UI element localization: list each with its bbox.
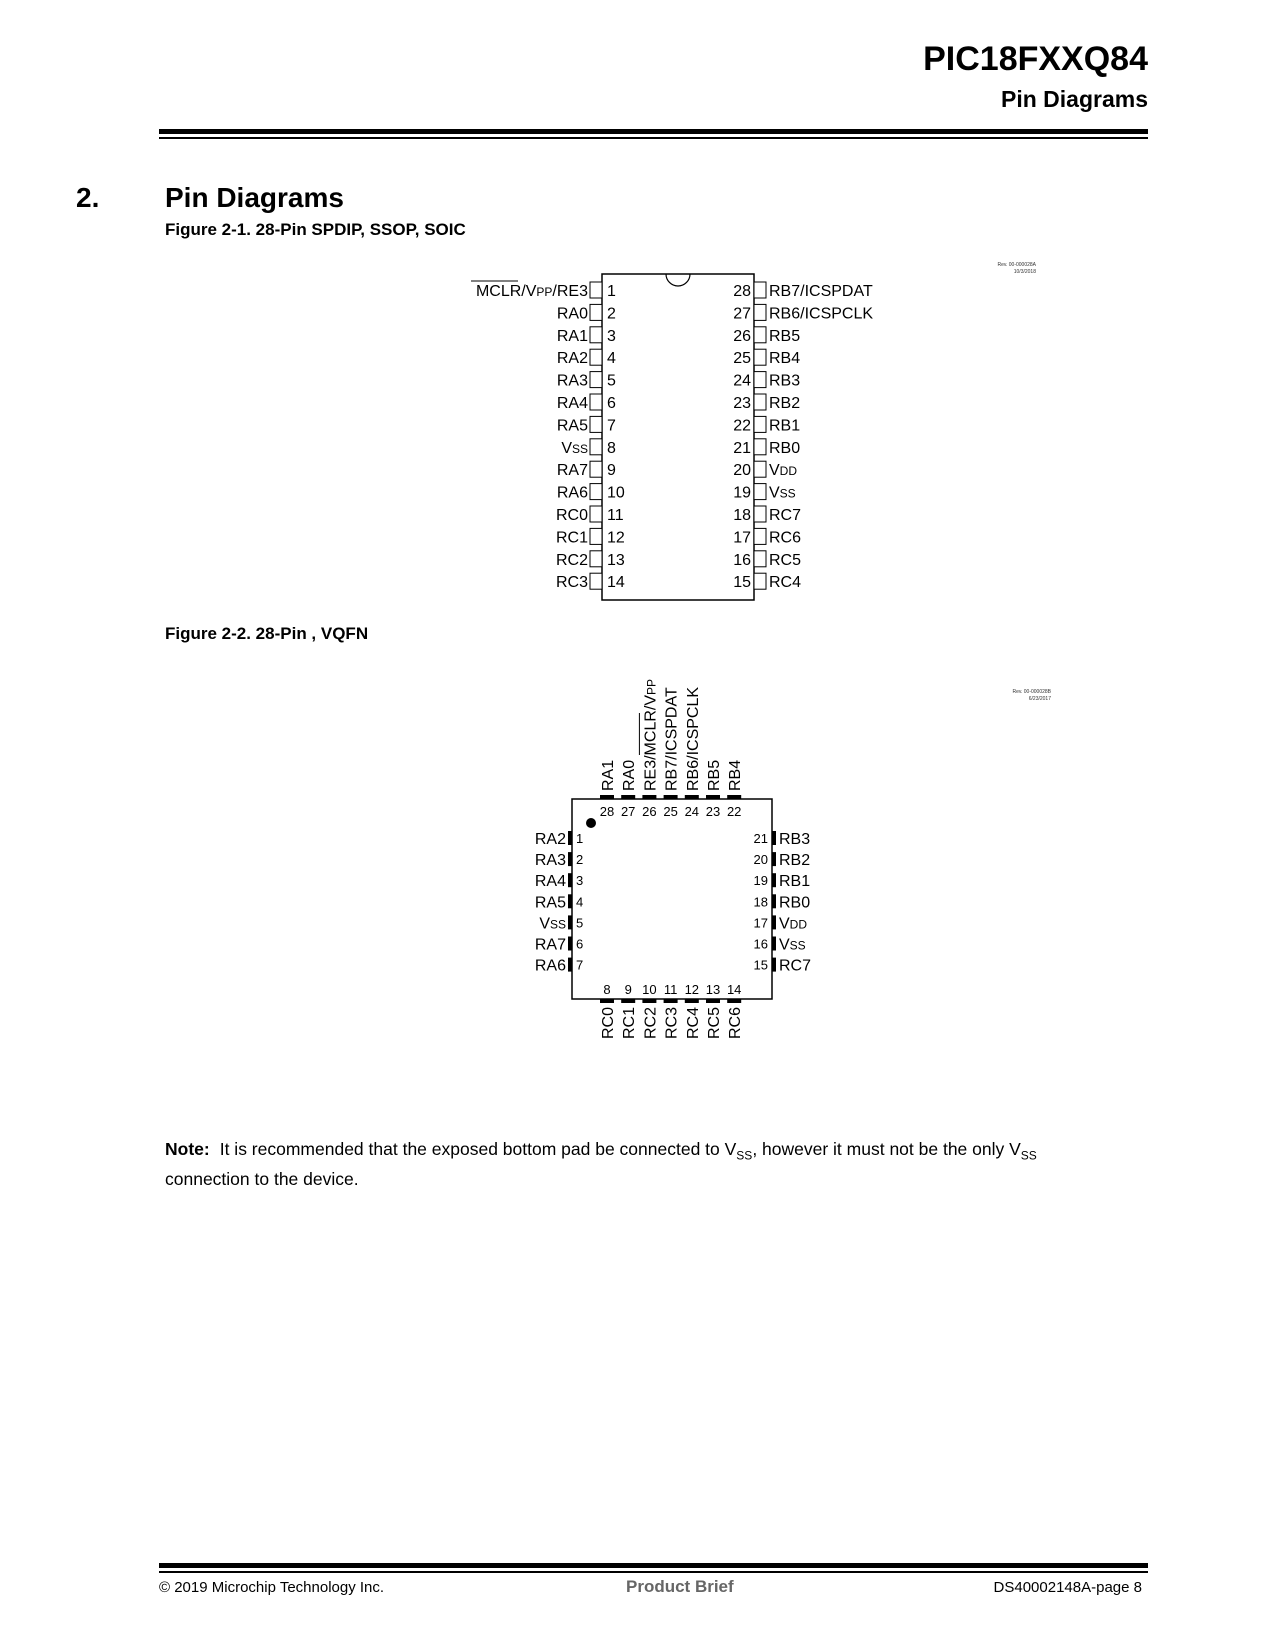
vqfn-pin-bottom bbox=[642, 999, 656, 1003]
dip-pin-label: RA7 bbox=[556, 462, 588, 480]
vqfn-body bbox=[572, 799, 772, 999]
dip-pin-number: 3 bbox=[607, 327, 616, 345]
dip-pin-number: 26 bbox=[733, 327, 751, 345]
dip-pin-number: 21 bbox=[733, 439, 751, 457]
dip-pin-label: RB7/ICSPDAT bbox=[769, 283, 873, 300]
dip-pin-label: RB6/ICSPCLK bbox=[769, 305, 874, 323]
note-text-1: It is recommended that the exposed bottom pad be connected to V bbox=[219, 1139, 737, 1159]
dip-pin-label: RB5 bbox=[769, 327, 801, 345]
vqfn-pin-bottom bbox=[600, 999, 614, 1003]
dip-pin-label: RC5 bbox=[769, 551, 802, 569]
vqfn-pin-label: RB3 bbox=[779, 831, 811, 848]
vqfn-pin-number: 8 bbox=[603, 982, 611, 997]
dip-pin-number: 2 bbox=[607, 305, 616, 323]
dip-pin-number: 5 bbox=[607, 372, 616, 390]
dip-pin-number: 4 bbox=[607, 350, 616, 368]
vqfn-pin-top bbox=[727, 795, 741, 799]
dip-pin-right bbox=[754, 394, 766, 410]
dip-pin-left bbox=[590, 327, 602, 343]
dip-pin-right bbox=[754, 573, 766, 589]
vqfn-pin-number: 2 bbox=[576, 852, 584, 868]
footer-rule-thick bbox=[159, 1563, 1148, 1568]
dip-pin-left bbox=[590, 416, 602, 432]
vqfn-pin-right bbox=[772, 958, 776, 972]
vqfn-pin-number: 5 bbox=[576, 915, 584, 931]
dip-pin-number: 25 bbox=[733, 350, 751, 368]
vqfn-pin-label: RA7 bbox=[534, 936, 566, 954]
vqfn-pin-label: RC7 bbox=[779, 957, 812, 975]
vqfn-pin-left bbox=[568, 958, 572, 972]
vqfn-pin-label: RC6 bbox=[727, 1007, 745, 1040]
vqfn-pin-number: 15 bbox=[753, 957, 768, 973]
dip-pin-label: RB0 bbox=[769, 439, 801, 457]
revision-date: 6/23/2017 bbox=[1028, 695, 1051, 702]
vqfn-pin-number: 14 bbox=[726, 982, 742, 997]
dip-pin-label: RC6 bbox=[769, 529, 802, 547]
dip-pin-label: RA5 bbox=[556, 417, 588, 435]
dip-pin-number: 1 bbox=[607, 283, 616, 300]
note-text-3: connection to the device. bbox=[165, 1168, 359, 1189]
vqfn-pin-label: RB6/ICSPCLK bbox=[684, 686, 702, 791]
vqfn-pin-number: 16 bbox=[753, 936, 768, 952]
dip-pin-left bbox=[590, 484, 602, 500]
dip-pin-right bbox=[754, 304, 766, 320]
vqfn-pin-bottom bbox=[706, 999, 720, 1003]
vqfn-pin-label: RC0 bbox=[600, 1007, 617, 1040]
dip-pin-left bbox=[590, 528, 602, 544]
dip-pin-right bbox=[754, 327, 766, 343]
dip-pin-number: 14 bbox=[607, 574, 625, 592]
vqfn-pin-number: 22 bbox=[726, 804, 742, 819]
dip-pin-label: RC3 bbox=[555, 574, 588, 592]
dip-pin-right bbox=[754, 282, 766, 298]
dip-pin-number: 16 bbox=[733, 551, 751, 569]
vqfn-pin-number: 4 bbox=[576, 894, 584, 910]
vqfn-pin-label: RA2 bbox=[534, 831, 566, 848]
revision-id: Rev. 00-000028B bbox=[1012, 689, 1051, 695]
dip-pin-label: RA2 bbox=[556, 350, 588, 368]
dip-pin-label: RA3 bbox=[556, 372, 588, 390]
figure-2-2-caption: Figure 2-2. 28-Pin , VQFN bbox=[165, 624, 369, 643]
vqfn-pin-number: 27 bbox=[620, 804, 636, 819]
dip-pin-number: 24 bbox=[733, 372, 751, 390]
vqfn-pin-left bbox=[568, 894, 572, 908]
vqfn-pin-number: 13 bbox=[705, 982, 721, 997]
dip-pin-label: RB1 bbox=[769, 417, 801, 435]
dip-pin-number: 17 bbox=[733, 529, 751, 547]
vqfn-pin-number: 21 bbox=[753, 831, 768, 846]
dip-pin-number: 18 bbox=[733, 507, 751, 524]
vqfn-pin-number: 3 bbox=[576, 873, 584, 889]
dip-pin-number: 19 bbox=[733, 484, 751, 502]
section-title: Pin Diagrams bbox=[165, 182, 344, 213]
vqfn-pin-number: 26 bbox=[642, 804, 657, 819]
dip-pin-left bbox=[590, 372, 602, 388]
section-number: 2. bbox=[76, 182, 100, 213]
vqfn-pin-label: RE3/MCLR/VPP bbox=[642, 678, 660, 791]
vqfn-pin-label: RC5 bbox=[706, 1007, 723, 1040]
document-title: PIC18FXXQ84 bbox=[923, 40, 1148, 78]
vqfn-pin-number: 23 bbox=[705, 804, 721, 819]
dip-pin-number: 6 bbox=[607, 395, 616, 412]
vqfn-package-diagram bbox=[535, 679, 811, 1039]
dip-pin-number: 9 bbox=[607, 462, 616, 480]
vqfn-pin-label: RC1 bbox=[621, 1007, 639, 1040]
dip-pin-left bbox=[590, 439, 602, 455]
dip-pin-number: 20 bbox=[733, 462, 751, 480]
vqfn-pin-label: RA1 bbox=[600, 759, 617, 791]
vqfn-pin-left bbox=[568, 915, 572, 929]
note-text-2: , however it must not be the only V bbox=[752, 1139, 1021, 1159]
dip-pin-number: 27 bbox=[733, 305, 751, 323]
dip-pin-right bbox=[754, 416, 766, 432]
vqfn-pin-label: VDD bbox=[779, 915, 808, 933]
dip-pin-right bbox=[754, 506, 766, 522]
dip-pin-label: RC7 bbox=[769, 507, 802, 524]
dip-pin-right bbox=[754, 551, 766, 567]
vqfn-pin-bottom bbox=[664, 999, 678, 1003]
dip-pin-number: 28 bbox=[733, 283, 751, 300]
dip-pin-right bbox=[754, 439, 766, 455]
vqfn-pin-number: 12 bbox=[684, 982, 700, 997]
vqfn-pin-right bbox=[772, 831, 776, 845]
vqfn-pin-number: 28 bbox=[599, 804, 615, 819]
document-subtitle: Pin Diagrams bbox=[1001, 86, 1148, 112]
vqfn-pin-label: RA6 bbox=[534, 957, 566, 975]
vqfn-pin-label: VSS bbox=[539, 915, 566, 933]
vqfn-pin-number: 11 bbox=[663, 982, 678, 997]
dip-pin-label: RA4 bbox=[556, 395, 588, 412]
dip-pin-number: 10 bbox=[607, 484, 625, 502]
dip-pin-left bbox=[590, 573, 602, 589]
dip-pin-number: 8 bbox=[607, 439, 616, 457]
vqfn-pin-label: RB4 bbox=[727, 759, 745, 791]
note-sub-2: SS bbox=[1020, 1148, 1037, 1163]
dip-pin-label: VSS bbox=[769, 484, 796, 502]
vqfn-pin-left bbox=[568, 852, 572, 866]
dip-pin-label: RB4 bbox=[769, 350, 801, 368]
dip-pin-number: 7 bbox=[607, 417, 616, 435]
dip-pin-label: RB3 bbox=[769, 372, 801, 390]
dip-pin-number: 11 bbox=[607, 507, 624, 524]
vqfn-pin-label: RC3 bbox=[663, 1007, 681, 1040]
vqfn-pin-number: 19 bbox=[753, 873, 768, 889]
dip-pin-label: MCLR/VPP/RE3 bbox=[475, 283, 588, 300]
dip-pin-label: RC4 bbox=[769, 574, 802, 592]
vqfn-pin-bottom bbox=[685, 999, 699, 1003]
pin1-indicator bbox=[586, 818, 596, 828]
vqfn-pin-top bbox=[664, 795, 678, 799]
vqfn-pin-number: 18 bbox=[753, 894, 768, 910]
vqfn-pin-label: RA5 bbox=[534, 894, 566, 912]
dip-pin-label: VDD bbox=[769, 462, 798, 480]
vqfn-pin-label: RB2 bbox=[779, 852, 811, 870]
dip-pin-label: RB2 bbox=[769, 395, 801, 412]
dip-pin-right bbox=[754, 484, 766, 500]
vqfn-pin-top bbox=[685, 795, 699, 799]
dip-pin-right bbox=[754, 461, 766, 477]
vqfn-pin-number: 9 bbox=[624, 982, 632, 997]
vqfn-pin-label: RA4 bbox=[534, 873, 566, 891]
vqfn-pin-bottom bbox=[621, 999, 635, 1003]
note-sub-1: SS bbox=[736, 1148, 753, 1163]
vqfn-pin-number: 24 bbox=[684, 804, 700, 819]
vqfn-pin-label: RA0 bbox=[621, 759, 639, 791]
dip-pin-number: 22 bbox=[733, 417, 751, 435]
dip-pin-label: VSS bbox=[561, 439, 588, 457]
footer-page-number: DS40002148A-page 8 bbox=[993, 1579, 1142, 1596]
dip-pin-left bbox=[590, 394, 602, 410]
dip-pin-right bbox=[754, 349, 766, 365]
vqfn-pin-label: VSS bbox=[779, 936, 806, 954]
dip-pin-right bbox=[754, 528, 766, 544]
dip-pin-left bbox=[590, 304, 602, 320]
dip-package-diagram bbox=[471, 274, 873, 600]
dip-pin-left bbox=[590, 506, 602, 522]
dip-pin-number: 13 bbox=[607, 551, 625, 569]
dip-pin-left bbox=[590, 461, 602, 477]
vqfn-pin-left bbox=[568, 937, 572, 951]
vqfn-pin-label: RA3 bbox=[534, 852, 566, 870]
revision-id: Rev. 00-000028A bbox=[997, 262, 1036, 268]
vqfn-pin-number: 25 bbox=[663, 804, 678, 819]
vqfn-pin-label: RB0 bbox=[779, 894, 811, 912]
dip-pin-label: RA6 bbox=[556, 484, 588, 502]
dip-pin-right bbox=[754, 372, 766, 388]
dip-pin-left bbox=[590, 349, 602, 365]
vqfn-pin-right bbox=[772, 937, 776, 951]
vqfn-pin-top bbox=[600, 795, 614, 799]
vqfn-pin-number: 17 bbox=[753, 915, 768, 931]
vqfn-pin-top bbox=[621, 795, 635, 799]
vqfn-pin-right bbox=[772, 894, 776, 908]
vqfn-pin-label: RB7/ICSPDAT bbox=[663, 687, 681, 791]
vqfn-pin-label: RB1 bbox=[779, 873, 811, 891]
vqfn-pin-right bbox=[772, 852, 776, 866]
vqfn-pin-number: 1 bbox=[576, 831, 584, 846]
dip-pin-number: 15 bbox=[733, 574, 751, 592]
vqfn-pin-label: RC2 bbox=[642, 1007, 660, 1040]
vqfn-pin-right bbox=[772, 915, 776, 929]
vqfn-pin-left bbox=[568, 831, 572, 845]
vqfn-pin-label: RB5 bbox=[706, 759, 723, 791]
dip-pin-number: 12 bbox=[607, 529, 625, 547]
dip-pin-label: RA1 bbox=[556, 327, 588, 345]
dip-pin-left bbox=[590, 282, 602, 298]
vqfn-pin-bottom bbox=[727, 999, 741, 1003]
footer-document-type: Product Brief bbox=[626, 1577, 734, 1596]
vqfn-pin-left bbox=[568, 873, 572, 887]
dip-pin-left bbox=[590, 551, 602, 567]
vqfn-pin-number: 20 bbox=[753, 852, 768, 868]
dip-notch bbox=[666, 274, 690, 286]
vqfn-pin-right bbox=[772, 873, 776, 887]
dip-pin-label: RC0 bbox=[555, 507, 588, 524]
note-label: Note: bbox=[165, 1139, 210, 1159]
dip-body bbox=[602, 274, 754, 600]
figure-2-1-caption: Figure 2-1. 28-Pin SPDIP, SSOP, SOIC bbox=[165, 220, 466, 239]
dip-pin-label: RC2 bbox=[555, 551, 588, 569]
vqfn-pin-top bbox=[706, 795, 720, 799]
footer-rule-thin bbox=[159, 1571, 1148, 1573]
dip-pin-label: RA0 bbox=[556, 305, 588, 323]
vqfn-pin-number: 7 bbox=[576, 957, 584, 973]
vqfn-pin-number: 10 bbox=[642, 982, 657, 997]
vqfn-pin-number: 6 bbox=[576, 936, 584, 952]
revision-date: 10/3/2018 bbox=[1013, 268, 1036, 275]
dip-pin-number: 23 bbox=[733, 395, 751, 412]
dip-pin-label: RC1 bbox=[555, 529, 588, 547]
vqfn-pin-top bbox=[642, 795, 656, 799]
vqfn-pin-label: RC4 bbox=[684, 1007, 702, 1040]
footer-copyright: © 2019 Microchip Technology Inc. bbox=[159, 1579, 385, 1596]
note bbox=[165, 1138, 1125, 1191]
